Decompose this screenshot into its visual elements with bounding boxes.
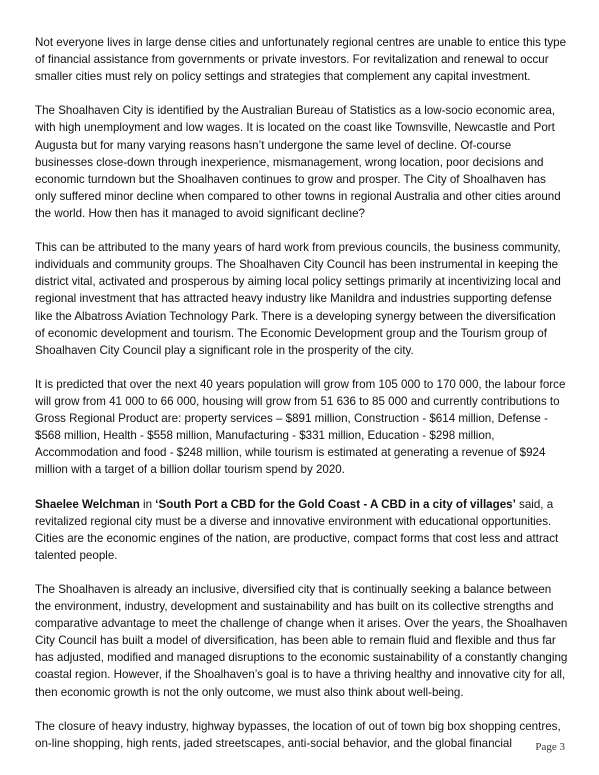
paragraph-heavy-industry: The closure of heavy industry, highway bypasses, the location of out of town big box shopping centres, on-line shopping, high rents, jaded streetscapes, anti-social behavior, and the global financial	[35, 719, 561, 750]
quote-text: said, a revitalized regional city must be a diverse and innovative environment with educational opportunities. Cities are the economic engines of the nation, are productive, compact forms that cost less and attract talented people.	[35, 497, 559, 562]
paragraph-regional-centres: Not everyone lives in large dense cities and unfortunately regional centres are unable to entice this type of financial assistance from governments or private investors. For revitalization and renewal to occur smaller cities must rely on policy settings and strategies that complement any capital investment.	[35, 36, 567, 84]
quote-source: ‘South Port a CBD for the Gold Coast - A CBD in a city of villages’	[155, 497, 516, 511]
paragraph-growth-predictions: It is predicted that over the next 40 years population will grow from 105 000 to 170 000, the labour force will grow from 41 000 to 66 000, housing will grow from 51 636 to 85 000 and currently contributions to Gross Regional Product are: property services – $891 million, Construction - $614 million, Defense - $568 million, Health - $558 million, Manufacturing - $331 million, Education - $298 million, Accommodation and food - $248 million, while tourism is estimated at generating a revenue of $924 million with a target of a billion dollar tourism spend by 2020.	[35, 377, 566, 477]
body-text	[35, 34, 568, 752]
quote-author: Shaelee Welchman	[35, 497, 140, 511]
quote-connector: in	[139, 497, 156, 511]
paragraph-quote	[35, 496, 568, 564]
paragraph-inclusive-city: The Shoalhaven is already an inclusive, diversified city that is continually seeking a balance between the environment, industry, development and sustainability and has built on its collective strengths and comparative advantage to meet the challenge of change when it arises. Over the years, the Shoalhaven City Council has built a model of diversification, has been able to remain fluid and flexible and thus far has adjusted, modified and managed disruptions to the economic sustainability of a constantly changing coastal region. However, if the Shoalhaven’s goal is to have a thriving healthy and innovative city for all, then economic growth is not the only outcome, we must also think about well-being.	[35, 583, 568, 699]
page-number: Page 3	[535, 741, 565, 753]
paragraph-shoalhaven-abs: The Shoalhaven City is identified by the Australian Bureau of Statistics as a low-socio economic area, with high unemployment and low wages. It is located on the coast like Townsville, Newcastle and Port Augusta but for many varying reasons hasn’t undergone the same level of decline. Of-course businesses close-down through inexperience, mismanagement, wrong location, poor decisions and economic turndown but the Shoalhaven continues to grow and prosper. The City of Shoalhaven has only suffered minor decline when compared to other towns in regional Australia and other cities around the world. How then has it managed to avoid significant decline?	[35, 104, 561, 220]
paragraph-council-history: This can be attributed to the many years of hard work from previous councils, the business community, individuals and community groups. The Shoalhaven City Council has been instrumental in keeping the district vital, activated and prosperous by aiming local policy settings primarily at incentivizing local and regional investment that has attracted heavy industry like Manildra and industries supporting defense like the Albatross Aviation Technology Park. There is a developing synergy between the diversification of economic development and tourism. The Economic Development group and the Tourism group of Shoalhaven City Council play a significant role in the prosperity of the city.	[35, 241, 561, 357]
